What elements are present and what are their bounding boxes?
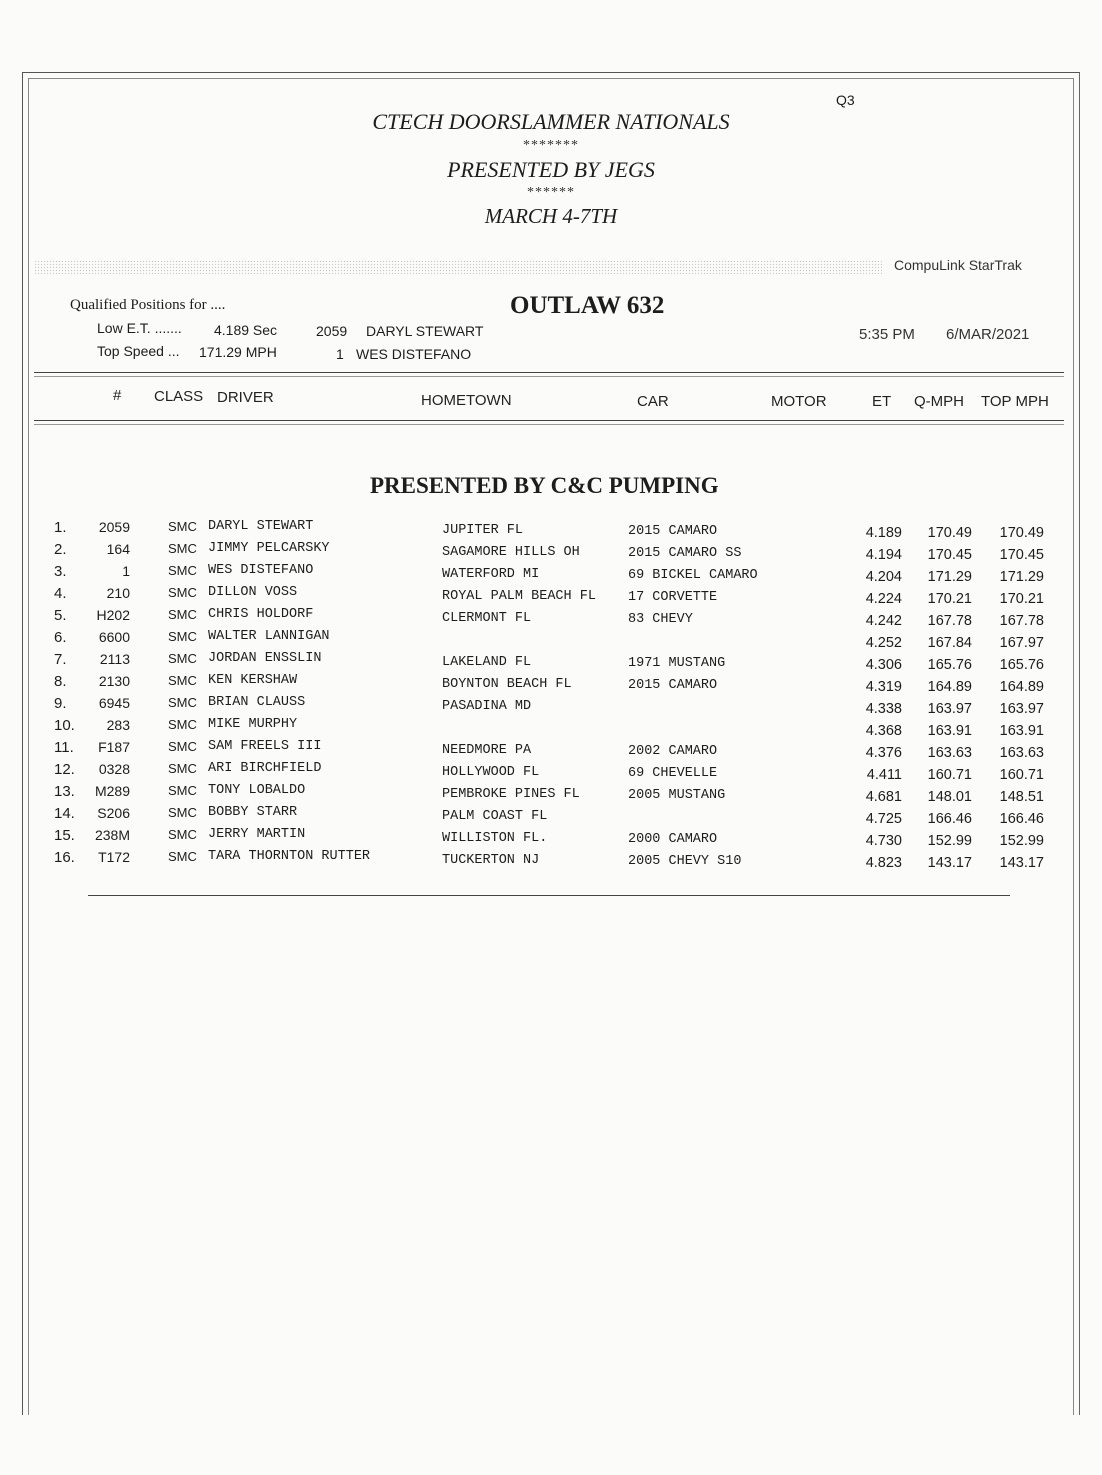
row-top-mph: 165.76 (999, 657, 1044, 673)
report-time: 5:35 PM (859, 326, 915, 343)
row-car: 2005 MUSTANG (628, 788, 726, 803)
row-car-number: M289 (94, 783, 130, 799)
row-qmph: 167.78 (927, 613, 972, 629)
row-hometown: PASADINA MD (442, 699, 532, 714)
row-top-mph: 163.97 (999, 701, 1044, 717)
row-hometown: BOYNTON BEACH FL (442, 677, 572, 692)
row-qmph: 148.01 (927, 789, 972, 805)
sponsor-heading: PRESENTED BY C&C PUMPING (370, 473, 719, 498)
row-car-number: 2059 (98, 519, 130, 535)
row-class: SMC (168, 805, 197, 820)
row-qmph: 170.21 (927, 591, 972, 607)
table-row (0, 805, 1102, 827)
table-row (0, 629, 1102, 651)
row-top-mph: 152.99 (999, 833, 1044, 849)
col-head-qmph: Q-MPH (914, 393, 964, 410)
table-row (0, 563, 1102, 585)
row-position: 12. (54, 761, 75, 778)
row-top-mph: 167.78 (999, 613, 1044, 629)
row-position: 6. (54, 629, 67, 646)
row-et: 4.319 (865, 679, 902, 695)
top-speed-value: 171.29 MPH (199, 344, 277, 360)
row-class: SMC (168, 651, 197, 666)
row-qmph: 163.97 (927, 701, 972, 717)
row-qmph: 171.29 (927, 569, 972, 585)
row-class: SMC (168, 563, 197, 578)
row-class: SMC (168, 739, 197, 754)
row-driver: CHRIS HOLDORF (208, 607, 314, 622)
row-hometown: HOLLYWOOD FL (442, 765, 540, 780)
row-position: 2. (54, 541, 67, 558)
row-et: 4.189 (865, 525, 902, 541)
low-et-label: Low E.T. ....... (97, 320, 182, 336)
header-rule-bottom (34, 420, 1064, 421)
row-hometown: LAKELAND FL (442, 655, 532, 670)
row-car: 69 BICKEL CAMARO (628, 568, 758, 583)
row-qmph: 152.99 (927, 833, 972, 849)
col-head-driver: DRIVER (217, 389, 274, 406)
results-bottom-rule (88, 895, 1010, 896)
row-hometown: NEEDMORE PA (442, 743, 532, 758)
top-speed-driver: WES DISTEFANO (356, 346, 472, 362)
row-qmph: 160.71 (927, 767, 972, 783)
row-driver: KEN KERSHAW (208, 673, 298, 688)
table-row (0, 673, 1102, 695)
row-car: 2000 CAMARO (628, 832, 718, 847)
row-qmph: 165.76 (927, 657, 972, 673)
header-rule-top-2 (34, 376, 1064, 377)
table-row (0, 739, 1102, 761)
row-et: 4.194 (865, 547, 902, 563)
row-top-mph: 167.97 (999, 635, 1044, 651)
row-position: 13. (54, 783, 75, 800)
table-row (0, 783, 1102, 805)
row-driver: JERRY MARTIN (208, 827, 306, 842)
row-car-number: 2130 (98, 673, 130, 689)
row-driver: WALTER LANNIGAN (208, 629, 330, 644)
row-class: SMC (168, 783, 197, 798)
row-class: SMC (168, 607, 197, 622)
stars-divider-1: ******* (523, 138, 579, 153)
row-class: SMC (168, 541, 197, 556)
row-position: 8. (54, 673, 67, 690)
row-hometown: SAGAMORE HILLS OH (442, 545, 580, 560)
row-hometown: ROYAL PALM BEACH FL (442, 589, 596, 604)
row-class: SMC (168, 761, 197, 776)
row-qmph: 170.49 (927, 525, 972, 541)
row-driver: BOBBY STARR (208, 805, 298, 820)
row-et: 4.681 (865, 789, 902, 805)
row-qmph: 166.46 (927, 811, 972, 827)
row-car-number: 0328 (98, 761, 130, 777)
row-top-mph: 171.29 (999, 569, 1044, 585)
row-car-number: S206 (97, 805, 130, 821)
row-qmph: 163.91 (927, 723, 972, 739)
row-position: 14. (54, 805, 75, 822)
row-position: 4. (54, 585, 67, 602)
row-class: SMC (168, 585, 197, 600)
row-et: 4.730 (865, 833, 902, 849)
row-position: 15. (54, 827, 75, 844)
stars-divider-2: ****** (527, 185, 575, 200)
row-et: 4.411 (866, 767, 902, 783)
col-head-motor: MOTOR (771, 393, 827, 410)
row-top-mph: 170.21 (999, 591, 1044, 607)
table-row (0, 585, 1102, 607)
header-rule-bottom-2 (34, 424, 1064, 425)
row-driver: TARA THORNTON RUTTER (208, 849, 371, 864)
event-title: CTECH DOORSLAMMER NATIONALS (372, 109, 730, 134)
row-top-mph: 160.71 (999, 767, 1044, 783)
row-car-number: F187 (98, 739, 130, 755)
row-et: 4.306 (865, 657, 902, 673)
table-row (0, 651, 1102, 673)
row-position: 5. (54, 607, 67, 624)
row-car: 2015 CAMARO (628, 678, 718, 693)
row-position: 16. (54, 849, 75, 866)
row-qmph: 143.17 (927, 855, 972, 871)
table-row (0, 541, 1102, 563)
low-et-car: 2059 (316, 323, 348, 339)
row-car-number: 283 (106, 717, 130, 733)
row-position: 10. (54, 717, 75, 734)
col-head-class: CLASS (154, 388, 204, 405)
row-top-mph: 170.45 (999, 547, 1044, 563)
row-car-number: 6600 (98, 629, 130, 645)
qualified-positions-label: Qualified Positions for .... (70, 297, 226, 313)
row-position: 11. (54, 739, 74, 756)
row-car: 2015 CAMARO (628, 524, 718, 539)
row-driver: SAM FREELS III (208, 739, 322, 754)
row-position: 9. (54, 695, 67, 712)
row-et: 4.242 (865, 613, 902, 629)
event-dates: MARCH 4-7TH (484, 204, 618, 228)
row-et: 4.725 (865, 811, 902, 827)
row-car: 17 CORVETTE (628, 590, 718, 605)
row-car: 2015 CAMARO SS (628, 546, 742, 561)
row-driver: BRIAN CLAUSS (208, 695, 306, 710)
row-hometown: TUCKERTON NJ (442, 853, 540, 868)
row-car-number: 2113 (99, 651, 130, 667)
row-car-number: 238M (94, 827, 130, 843)
row-car: 1971 MUSTANG (628, 656, 726, 671)
presenter-line: PRESENTED BY JEGS (447, 157, 655, 182)
header-rule-top (34, 372, 1064, 373)
row-car: 2002 CAMARO (628, 744, 718, 759)
row-class: SMC (168, 717, 197, 732)
table-row (0, 717, 1102, 739)
page-code: Q3 (836, 92, 855, 108)
row-et: 4.204 (865, 569, 902, 585)
row-position: 1. (54, 519, 67, 536)
row-hometown: PALM COAST FL (442, 809, 548, 824)
low-et-driver: DARYL STEWART (366, 323, 484, 339)
row-class: SMC (168, 629, 197, 644)
table-row (0, 827, 1102, 849)
row-car-number: H202 (96, 607, 130, 623)
col-head-et: ET (872, 393, 892, 410)
row-position: 3. (54, 563, 67, 580)
row-driver: TONY LOBALDO (208, 783, 306, 798)
row-class: SMC (168, 673, 197, 688)
col-head-topmph: TOP MPH (981, 393, 1049, 410)
row-top-mph: 166.46 (999, 811, 1044, 827)
row-hometown: WILLISTON FL. (442, 831, 548, 846)
brand-label: CompuLink StarTrak (894, 257, 1022, 273)
row-car: 2005 CHEVY S10 (628, 854, 742, 869)
row-et: 4.823 (865, 855, 902, 871)
row-top-mph: 163.91 (999, 723, 1044, 739)
row-class: SMC (168, 519, 197, 534)
row-car-number: 210 (106, 585, 130, 601)
col-head-car: CAR (637, 393, 669, 410)
row-et: 4.368 (865, 723, 902, 739)
row-qmph: 164.89 (927, 679, 972, 695)
row-qmph: 167.84 (927, 635, 972, 651)
table-row (0, 695, 1102, 717)
class-name: OUTLAW 632 (510, 292, 665, 319)
top-speed-car: 1 (336, 346, 344, 362)
row-qmph: 163.63 (927, 745, 972, 761)
report-date: 6/MAR/2021 (946, 326, 1030, 343)
row-driver: MIKE MURPHY (208, 717, 298, 732)
row-hometown: PEMBROKE PINES FL (442, 787, 580, 802)
row-car-number: 1 (122, 563, 130, 579)
table-row (0, 761, 1102, 783)
row-class: SMC (168, 827, 197, 842)
row-top-mph: 164.89 (999, 679, 1044, 695)
row-position: 7. (54, 651, 67, 668)
row-car-number: 6945 (98, 695, 130, 711)
row-top-mph: 148.51 (999, 789, 1044, 805)
row-driver: ARI BIRCHFIELD (208, 761, 322, 776)
table-row (0, 607, 1102, 629)
row-car-number: 164 (106, 541, 130, 557)
shaded-band (34, 260, 882, 274)
col-head-hometown: HOMETOWN (421, 392, 512, 409)
row-et: 4.252 (865, 635, 902, 651)
row-driver: DARYL STEWART (208, 519, 314, 534)
table-row (0, 519, 1102, 541)
row-car-number: T172 (98, 849, 130, 865)
top-speed-label: Top Speed ... (97, 343, 180, 359)
row-et: 4.224 (865, 591, 902, 607)
row-class: SMC (168, 849, 197, 864)
row-class: SMC (168, 695, 197, 710)
row-et: 4.338 (865, 701, 902, 717)
row-top-mph: 143.17 (999, 855, 1044, 871)
row-hometown: JUPITER FL (442, 523, 524, 538)
row-driver: JORDAN ENSSLIN (208, 651, 322, 666)
row-top-mph: 170.49 (999, 525, 1044, 541)
row-driver: JIMMY PELCARSKY (208, 541, 330, 556)
row-top-mph: 163.63 (999, 745, 1044, 761)
row-hometown: CLERMONT FL (442, 611, 532, 626)
col-head-num: # (113, 387, 122, 404)
row-qmph: 170.45 (927, 547, 972, 563)
row-et: 4.376 (865, 745, 902, 761)
row-hometown: WATERFORD MI (442, 567, 540, 582)
row-driver: WES DISTEFANO (208, 563, 314, 578)
row-driver: DILLON VOSS (208, 585, 298, 600)
row-car: 83 CHEVY (628, 612, 693, 627)
low-et-value: 4.189 Sec (214, 322, 278, 338)
row-car: 69 CHEVELLE (628, 766, 718, 781)
table-row (0, 849, 1102, 871)
